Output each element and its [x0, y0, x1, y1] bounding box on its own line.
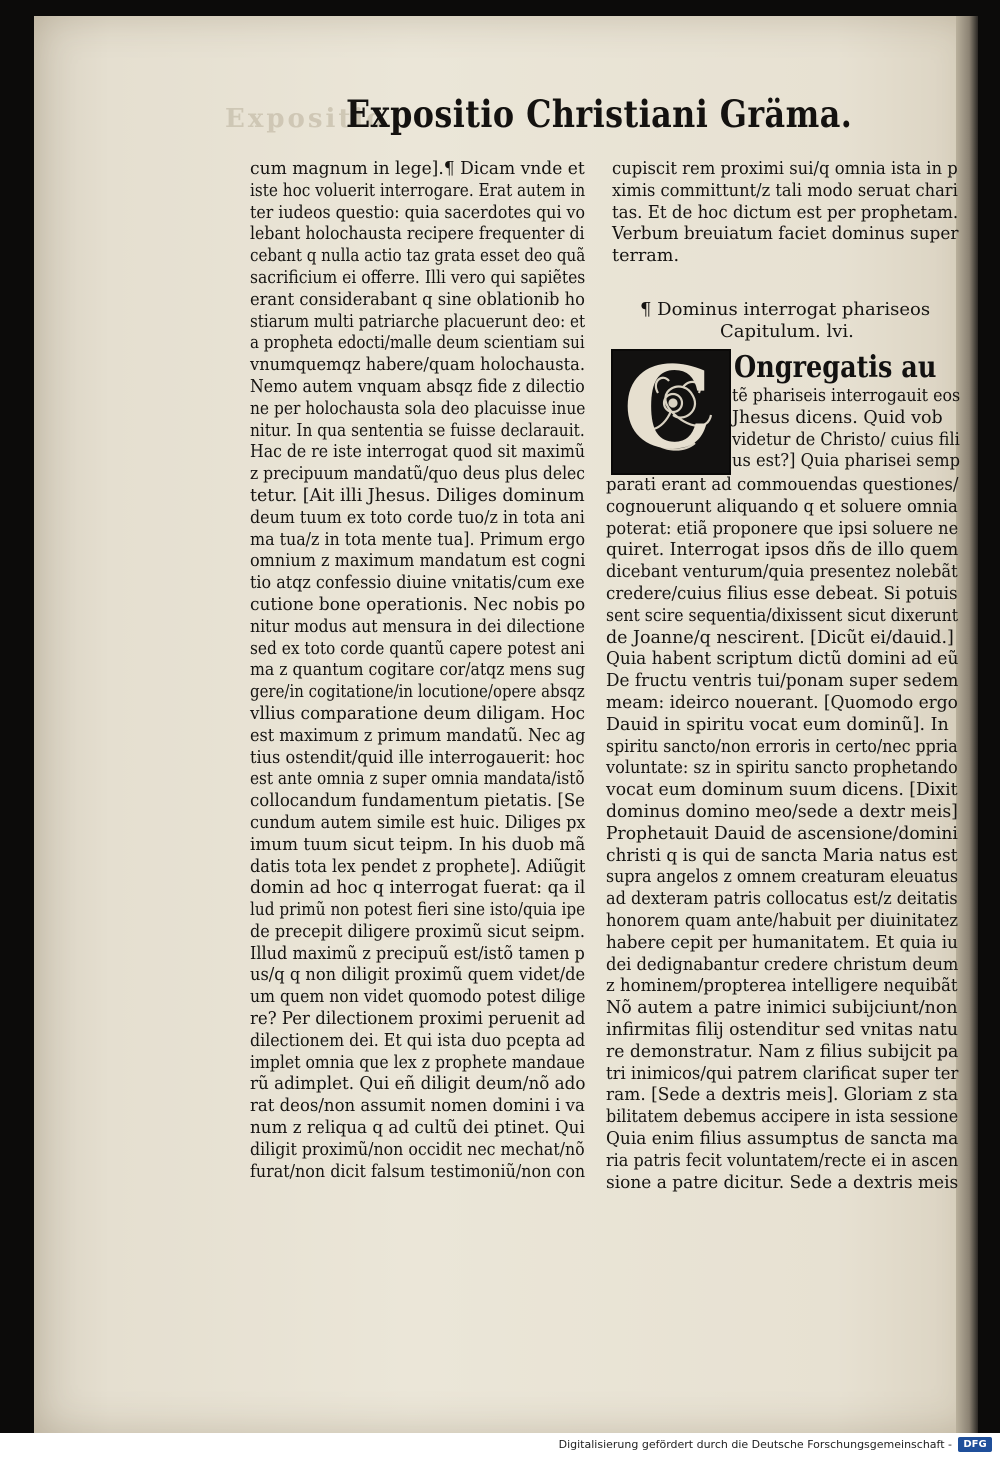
text-line: implet omnia que lex z prophete mandaue	[250, 1052, 585, 1073]
text-line: credere/cuius filius esse debeat. Si potuis	[606, 583, 958, 604]
text-line: ria patris fecit voluntatem/recte ei in ascen	[606, 1150, 959, 1171]
text-line: tẽ phariseis interrogauit eos	[732, 386, 961, 406]
text-line: ram. [Sede a dextris meis]. Gloriam z sta	[606, 1085, 959, 1106]
text-line: omnium z maximum mandatum est cogni	[250, 551, 586, 572]
text-line: Nõ autem a patre inimici subijciunt/non	[606, 998, 958, 1019]
chapter-number: Capitulum. lvi.	[720, 321, 854, 342]
text-line: poterat: etiã proponere que ipsi soluere ne	[606, 518, 959, 539]
text-line: domin ad hoc q interrogat fuerat: qa il	[250, 878, 586, 899]
text-line: Nemo autem vnquam absqz fide z dilectio	[250, 376, 585, 397]
text-line: lebant holochausta recipere frequenter di	[250, 224, 585, 245]
text-line: re demonstratur. Nam z filius subijcit pa	[606, 1041, 959, 1062]
chapter-heading	[640, 299, 960, 343]
text-line: Illud maximũ z precipuũ est/istõ tamen p	[250, 943, 585, 964]
text-line: dilectionem dei. Et qui ista duo pcepta ad	[250, 1030, 586, 1051]
bleed-through-title: Expositio	[225, 104, 387, 134]
text-line: tetur. [Ait illi Jhesus. Diliges dominum	[250, 485, 585, 506]
text-line: Prophetauit Dauid de ascensione/domini	[606, 823, 958, 844]
text-line: rat deos/non assumit nomen domini i va	[250, 1096, 585, 1117]
text-line: us/q q non diligit proximũ quem videt/de	[250, 965, 586, 986]
text-line: lud primũ non potest fieri sine isto/quia ipe	[250, 900, 586, 921]
text-line: est maximum z primum mandatũ. Nec ag	[250, 725, 586, 746]
text-line: dei dedignabantur credere christum deum	[606, 954, 959, 975]
text-line: cutione bone operationis. Nec nobis po	[250, 594, 586, 615]
text-line: erant considerabant q sine oblationib ho	[250, 289, 585, 310]
text-line: Dauid in spiritu vocat eum dominũ]. In	[606, 714, 949, 735]
text-line: a propheta edocti/malle deum scientiam sui	[250, 333, 585, 354]
text-line: ximis committunt/z tali modo seruat chari	[612, 180, 958, 201]
text-line: honorem quam ante/habuit per diuinitatez	[606, 910, 959, 931]
text-line: Quia habent scriptum dictũ domini ad eũ	[606, 649, 959, 670]
decorated-initial	[611, 349, 731, 475]
text-line: dominus domino meo/sede a dextr meis]	[606, 801, 958, 822]
right-text-column-top	[612, 159, 958, 268]
text-line: quiret. Interrogat ipsos dñs de illo quem	[606, 540, 959, 561]
text-line: meam: ideirco nouerant. [Quomodo ergo	[606, 692, 958, 713]
text-line: bilitatem debemus accipere in ista sessione	[606, 1107, 959, 1128]
text-line: ad dexteram patris collocatus est/z deitatis	[606, 889, 958, 910]
text-line: sacrificium ei offerre. Illi vero qui sapiẽtes	[250, 267, 586, 288]
text-line: vocat eum dominum suum dicens. [Dixit	[606, 780, 958, 801]
text-line: Verbum breuiatum faciet dominus super	[612, 224, 959, 245]
left-text-column	[250, 159, 585, 1183]
text-line: tio atqz confessio diuine vnitatis/cum exe	[250, 573, 585, 594]
text-line: supra angelos z omnem creaturam eleuatus	[606, 867, 959, 888]
text-line: Quia enim filius assumptus de sancta ma	[606, 1128, 959, 1149]
text-line: z precipuum mandatũ/quo deus plus delec	[250, 464, 586, 485]
text-line: diligit proximũ/non occidit nec mechat/nõ	[250, 1139, 585, 1160]
text-line: de Joanne/q nescirent. [Dicũt ei/dauid.]	[606, 627, 954, 648]
text-line: tas. Et de hoc dictum est per prophetam.	[612, 202, 959, 223]
text-line: vllius comparatione deum diligam. Hoc	[250, 703, 586, 724]
text-line: sione a patre dicitur. Sede a dextris meis	[606, 1172, 959, 1193]
text-line: dicebant venturum/quia presentez nolebãt	[606, 562, 958, 583]
text-line: ter iudeos questio: quia sacerdotes qui vo	[250, 202, 585, 223]
text-line: cognouerunt aliquando q et soluere omnia	[606, 496, 958, 517]
text-line: deum tuum ex toto corde tuo/z in tota ani	[250, 507, 585, 528]
text-line: spiritu sancto/non erroris in certo/nec ppria	[606, 736, 958, 757]
text-line: cupiscit rem proximi sui/q omnia ista in p	[612, 159, 958, 179]
text-line: Hac de re iste interrogat quod sit maximũ	[250, 442, 586, 463]
text-line: rũ adimplet. Qui eñ diligit deum/nõ ado	[250, 1074, 586, 1095]
dropcap-text-lines	[732, 386, 962, 473]
text-line: gere/in cogitatione/in locutione/opere absqz	[250, 682, 585, 703]
text-line: infirmitas filij ostenditur sed vnitas natu	[606, 1019, 958, 1040]
text-line: z hominem/propterea intelligere nequibãt	[606, 976, 958, 997]
text-line: us est?] Quia pharisei semp	[732, 451, 960, 472]
text-line: ma z quantum cogitare cor/atqz mens sug	[250, 660, 586, 681]
chapter-rubric: ¶ Dominus interrogat phariseos	[640, 299, 931, 320]
text-line: cebant q nulla actio taz grata esset deo quã	[250, 246, 586, 267]
text-line: habere cepit per humanitatem. Et quia iu	[606, 932, 958, 953]
text-line: terram.	[612, 246, 680, 267]
text-line: datis tota lex pendet z prophete]. Adiũgit	[250, 856, 586, 877]
incipit-text: Ongregatis au	[734, 350, 937, 385]
text-line: nitur. In qua sententia se fuisse declarauit.	[250, 420, 585, 441]
text-line: um quem non videt quomodo potest dilige	[250, 987, 586, 1008]
text-line: imum tuum sicut teipm. In his duob mã	[250, 834, 586, 855]
funding-credit: Digitalisierung gefördert durch die Deutsche Forschungsgemeinschaft -	[558, 1438, 952, 1451]
text-line: cum magnum in lege].¶ Dicam vnde et	[250, 159, 585, 179]
text-line: est ante omnia z super omnia mandata/istõ	[250, 769, 585, 790]
text-line: ne per holochausta sola deo placuisse inue	[250, 398, 586, 419]
text-line: collocandum fundamentum pietatis. [Se	[250, 791, 585, 812]
text-line: christi q is qui de sancta Maria natus est	[606, 845, 958, 866]
running-title: Expositio Christiani Gräma.	[346, 92, 853, 136]
text-line: ma tua/z in tota mente tua]. Primum ergo	[250, 529, 586, 550]
text-line: De fructu ventris tui/ponam super sedem	[606, 671, 959, 692]
initial-letter: C	[623, 349, 713, 474]
text-line: Jhesus dicens. Quid vob	[732, 407, 943, 428]
text-line: furat/non dicit falsum testimoniũ/non con	[250, 1161, 586, 1182]
text-line: re? Per dilectionem proximi peruenit ad	[250, 1009, 586, 1030]
text-line: tri inimicos/qui patrem clarificat super ter	[606, 1063, 959, 1084]
text-line: de precepit diligere proximũ sicut seipm.	[250, 921, 585, 942]
dfg-logo: DFG	[958, 1437, 992, 1452]
text-line: iste hoc voluerit interrogare. Erat autem in	[250, 180, 586, 201]
digitization-footer	[0, 1433, 1000, 1457]
right-text-column-main	[606, 475, 961, 1194]
text-line: num z reliqua q ad cultũ dei ptinet. Qui	[250, 1118, 585, 1139]
text-line: videtur de Christo/ cuius fili	[732, 429, 960, 450]
text-line: cundum autem simile est huic. Diliges px	[250, 812, 586, 833]
text-line: sed ex toto corde quantũ capere potest ani	[250, 638, 585, 659]
text-line: parati erant ad commouendas questiones/	[606, 475, 959, 495]
text-line: sent scire sequentia/dixissent sicut dixerunt	[606, 605, 959, 626]
text-line: tius ostendit/quid ille interrogauerit: hoc	[250, 747, 585, 768]
text-line: nitur modus aut mensura in dei dilectione	[250, 616, 585, 637]
text-line: vnumquemqz habere/quam holochausta.	[250, 355, 586, 376]
text-line: voluntate: sz in spiritu sancto prophetando	[606, 758, 958, 779]
text-line: stiarum multi patriarche placuerunt deo: et	[250, 311, 586, 332]
